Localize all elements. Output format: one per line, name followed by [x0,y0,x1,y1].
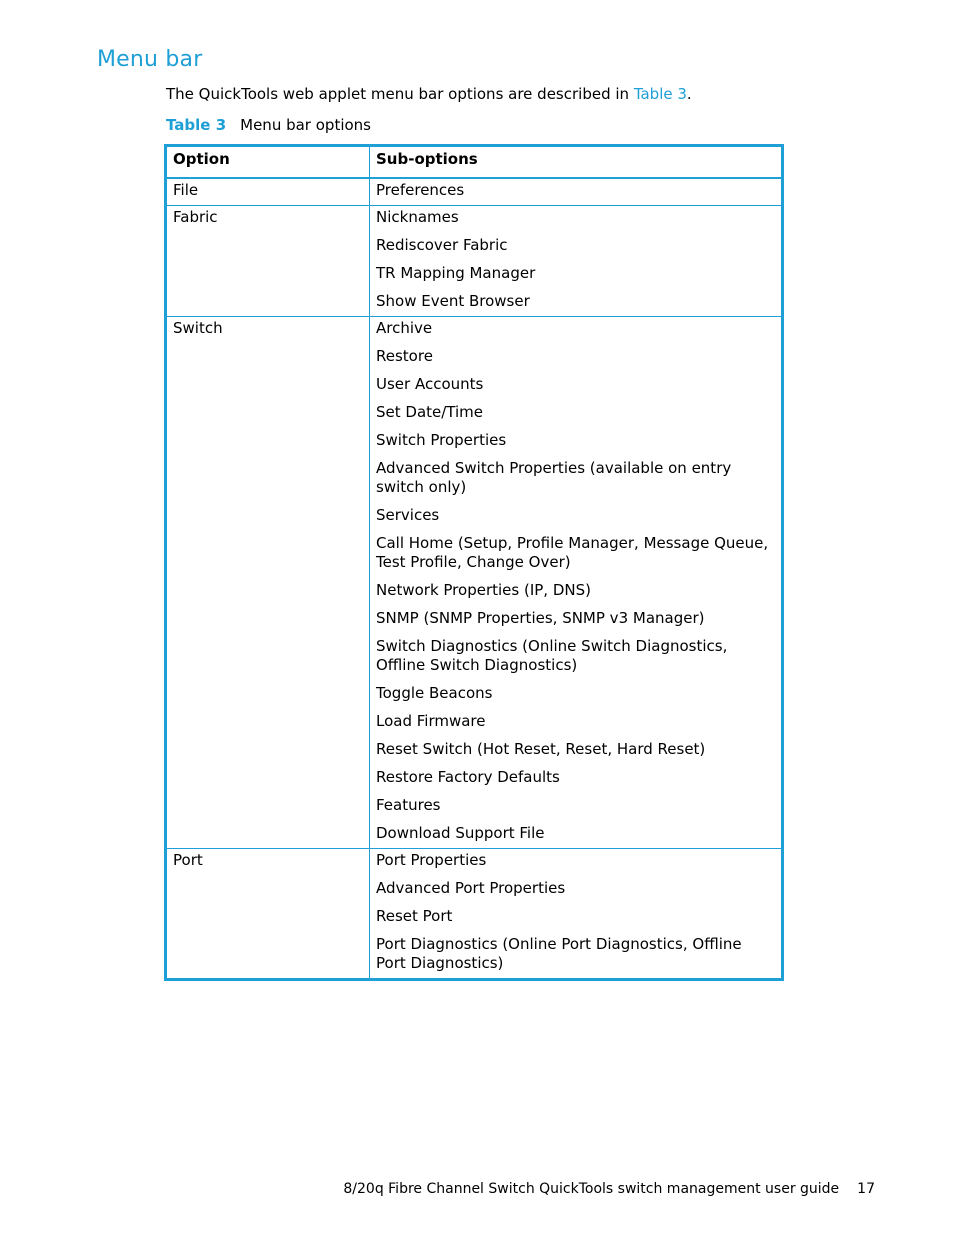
footer-title: 8/20q Fibre Channel Switch QuickTools switch management user guide [343,1181,840,1197]
intro-text: The QuickTools web applet menu bar options are described in [166,85,634,103]
sub-option-item: Network Properties (IP, DNS) [376,581,591,599]
sub-option-item: Features [376,796,441,814]
table-caption-title: Menu bar options [240,116,371,134]
table-body [166,178,783,980]
sub-option-item: Rediscover Fabric [376,236,508,254]
sub-option-item: Restore Factory Defaults [376,768,560,786]
option-cell: Port [173,851,203,869]
sub-option-item: Switch Properties [376,431,507,449]
table-row [166,206,783,317]
table-caption-label: Table 3 [166,116,227,134]
intro-end: . [686,85,692,103]
sub-options-cell [370,178,783,206]
table-caption [166,115,371,135]
sub-option-item: Call Home (Setup, Profile Manager, Message Queue, Test Profile, Change Over) [376,534,769,571]
sub-options-cell [370,849,783,980]
sub-option-item: Reset Switch (Hot Reset, Reset, Hard Reset) [376,740,706,758]
table-row [166,849,783,980]
intro-paragraph [166,84,692,104]
sub-options-cell [370,206,783,317]
sub-option-item: Advanced Port Properties [376,879,566,897]
sub-option-item: SNMP (SNMP Properties, SNMP v3 Manager) [376,609,705,627]
sub-option-item: Services [376,506,440,524]
sub-option-item: Download Support File [376,824,545,842]
table-3-link[interactable]: Table 3 [633,85,687,103]
sub-option-item: Toggle Beacons [376,684,493,702]
sub-option-item: Port Properties [376,851,487,869]
sub-options-cell [370,317,783,849]
sub-option-item: Load Firmware [376,712,486,730]
page-footer [343,1179,875,1199]
sub-option-item: TR Mapping Manager [376,264,536,282]
sub-option-item: Port Diagnostics (Online Port Diagnostics, Offline Port Diagnostics) [376,935,742,972]
sub-option-item: Archive [376,319,433,337]
sub-option-item: Advanced Switch Properties (available on entry switch only) [376,459,732,496]
option-cell: Fabric [173,208,218,226]
menu-bar-options-table [164,144,784,981]
table-row [166,317,783,849]
sub-option-item: Nicknames [376,208,459,226]
section-heading: Menu bar [97,47,203,72]
sub-option-item: Set Date/Time [376,403,484,421]
sub-option-item: Show Event Browser [376,292,530,310]
table-row [166,178,783,206]
sub-option-item: Switch Diagnostics (Online Switch Diagnostics, Offline Switch Diagnostics) [376,637,728,674]
page-number: 17 [857,1181,875,1197]
header-option: Option [166,146,370,179]
option-cell: File [173,181,199,199]
sub-option-item: User Accounts [376,375,484,393]
table-header-row [166,146,783,179]
sub-option-item: Restore [376,347,433,365]
sub-option-item: Reset Port [376,907,453,925]
sub-option-item: Preferences [376,181,465,199]
option-cell: Switch [173,319,223,337]
header-sub-options: Sub-options [370,146,783,179]
